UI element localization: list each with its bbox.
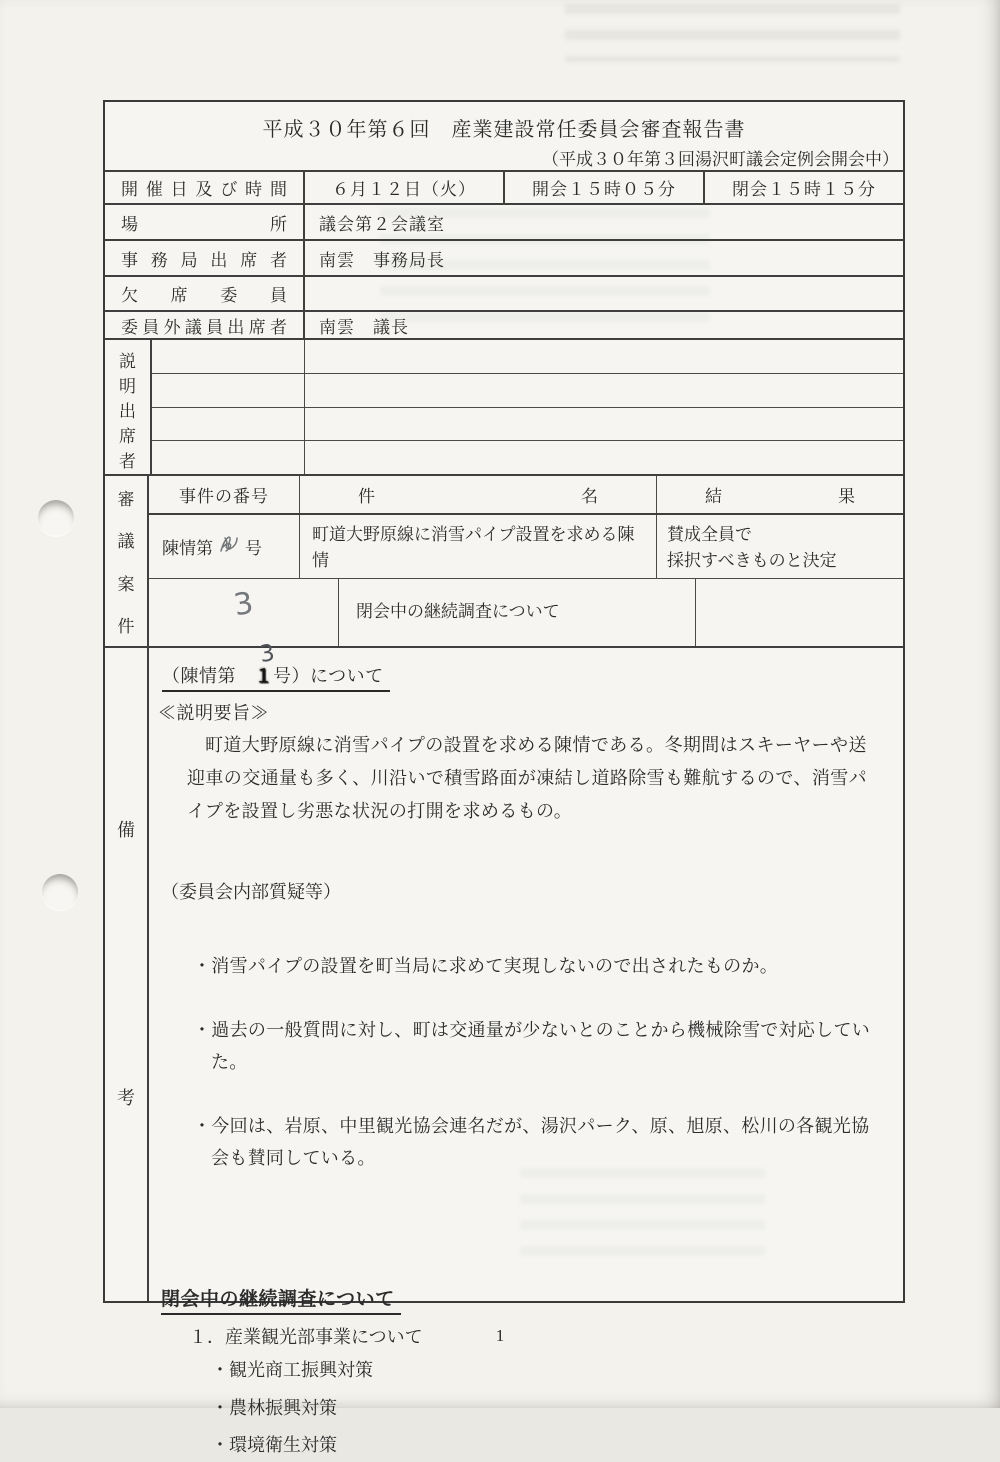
- agenda-table: [149, 476, 903, 646]
- explainer-title-cell: [152, 340, 305, 373]
- explainer-title-cell: [152, 374, 305, 407]
- explainer-name-cell: [305, 374, 903, 407]
- petition-number-suffix: 号: [245, 539, 262, 558]
- remarks-label-top: 備: [117, 820, 135, 840]
- explainer-row: [152, 340, 903, 374]
- petition-heading-suffix: 号）について: [273, 666, 384, 686]
- absent-label: 欠 席 委 員: [105, 277, 305, 310]
- handwritten-correction: 3: [258, 640, 277, 668]
- remarks-content: [149, 640, 903, 1456]
- continuation-item: １．産業観光部事業について: [189, 1327, 423, 1348]
- row-datetime: [105, 172, 903, 205]
- result-line: 採択すべきものと決定: [667, 551, 837, 571]
- summary-paragraph: 町道大野原線に消雪パイプの設置を求める陳情である。冬期間はスキーヤーや送迎車の交通量も多く、川沿いで積雪路面が凍結し道路除雪も難航するので、消雪パイプを設置し劣悪な状況の打開を求めるもの。: [187, 735, 868, 822]
- explainers-section: [105, 340, 903, 476]
- case-name-cell: 閉会中の継続調査について: [339, 579, 696, 646]
- absent-value: [305, 277, 903, 310]
- row-place: [105, 205, 903, 241]
- agenda-header-name: 件 名: [300, 476, 657, 513]
- explainer-name-cell: [305, 340, 903, 373]
- meeting-close-time: 閉会１５時１５分: [732, 180, 876, 199]
- explainer-row: [152, 441, 903, 474]
- explainers-label: 説 明 出 席 者: [105, 340, 152, 474]
- petition-number-prefix: 陳情第: [162, 539, 213, 558]
- qa-item: ・消雪パイプの設置を町当局に求めて実現しないので出されたものか。: [193, 956, 779, 977]
- datetime-label: 開 催 日 及 び 時 間: [105, 172, 305, 203]
- petition-heading-text: [162, 662, 390, 692]
- summary-label: ≪説明要旨≫: [158, 703, 269, 723]
- agenda-row-continuation: [149, 579, 903, 646]
- report-subtitle: （平成３０年第３回湯沢町議会定例会開会中）: [542, 150, 899, 169]
- page-number: 1: [495, 1326, 505, 1345]
- continuation-subitem: ・観光商工振興対策: [211, 1360, 373, 1381]
- place-label: 場 所: [105, 205, 305, 239]
- explainer-row: [152, 408, 903, 442]
- remarks-label-bottom: 考: [117, 1088, 135, 1108]
- continuation-subitem: ・農林振興対策: [211, 1397, 337, 1418]
- continuation-heading: [161, 1284, 903, 1315]
- nonmember-label: 委 員 外 議 員 出 席 者: [105, 312, 305, 338]
- continuation-heading-text: 閉会中の継続調査について: [161, 1284, 401, 1315]
- result-cell: [657, 515, 903, 578]
- remarks-section: [105, 640, 903, 1456]
- handwritten-number: 3: [231, 585, 256, 624]
- explainer-title-cell: [152, 441, 305, 474]
- explainers-rows: [152, 340, 903, 474]
- qa-item: ・今回は、岩原、中里観光協会連名だが、湯沢パーク、原、旭原、松川の各観光協会も賛同している。: [193, 1115, 870, 1168]
- agenda-row-petition: [149, 515, 903, 579]
- report-title: 平成３０年第６回 産業建設常任委員会審査報告書: [262, 119, 746, 141]
- place-value: 議会第２会議室: [319, 214, 445, 234]
- continuation-subitem: ・環境衛生対策: [211, 1435, 337, 1456]
- title-block: [105, 102, 903, 172]
- petition-heading-number: １: [254, 666, 273, 686]
- row-nonmember-attendees: [105, 312, 903, 340]
- qa-item: ・過去の一般質問に対し、町は交通量が少ないとのことから機械除雪で対応していた。: [193, 1019, 871, 1073]
- qa-heading: （委員会内部質疑等）: [161, 882, 341, 903]
- row-secretariat: [105, 241, 903, 277]
- meeting-date: ６月１２日（火）: [305, 172, 505, 203]
- agenda-header-row: [149, 476, 903, 515]
- petition-heading-prefix: （陳情第: [162, 666, 255, 686]
- result-cell: [696, 579, 903, 646]
- explainer-name-cell: [305, 441, 903, 474]
- petition-number-cell: [149, 515, 300, 578]
- explainer-row: [152, 374, 903, 408]
- agenda-label: 審 議 案 件: [105, 476, 149, 646]
- agenda-section: [105, 476, 903, 648]
- handwritten-number-cell: [149, 579, 339, 646]
- remarks-label: [105, 648, 149, 1301]
- secretariat-label: 事 務 局 出 席 者: [105, 241, 305, 275]
- explainer-name-cell: [305, 408, 903, 441]
- case-name-cell: 町道大野原線に消雪パイプ設置を求める陳情: [300, 515, 657, 578]
- meeting-open-time: 開会１５時０５分: [505, 172, 705, 203]
- scribble-mark: [216, 531, 242, 562]
- nonmember-value: 南雲 議長: [319, 317, 409, 337]
- row-absent-members: [105, 277, 903, 312]
- agenda-header-result: 結 果: [705, 487, 855, 506]
- report-table: [103, 100, 905, 1456]
- hole-punch-bottom: [40, 872, 81, 913]
- agenda-header-number: 事件の番号: [149, 476, 300, 513]
- result-line: 賛成全員で: [667, 525, 752, 544]
- bleedthrough-artifact: [565, 4, 900, 62]
- hole-punch-top: [38, 500, 74, 536]
- explainer-title-cell: [152, 408, 305, 441]
- petition-heading: [162, 640, 903, 692]
- secretariat-value: 南雲 事務局長: [319, 250, 445, 270]
